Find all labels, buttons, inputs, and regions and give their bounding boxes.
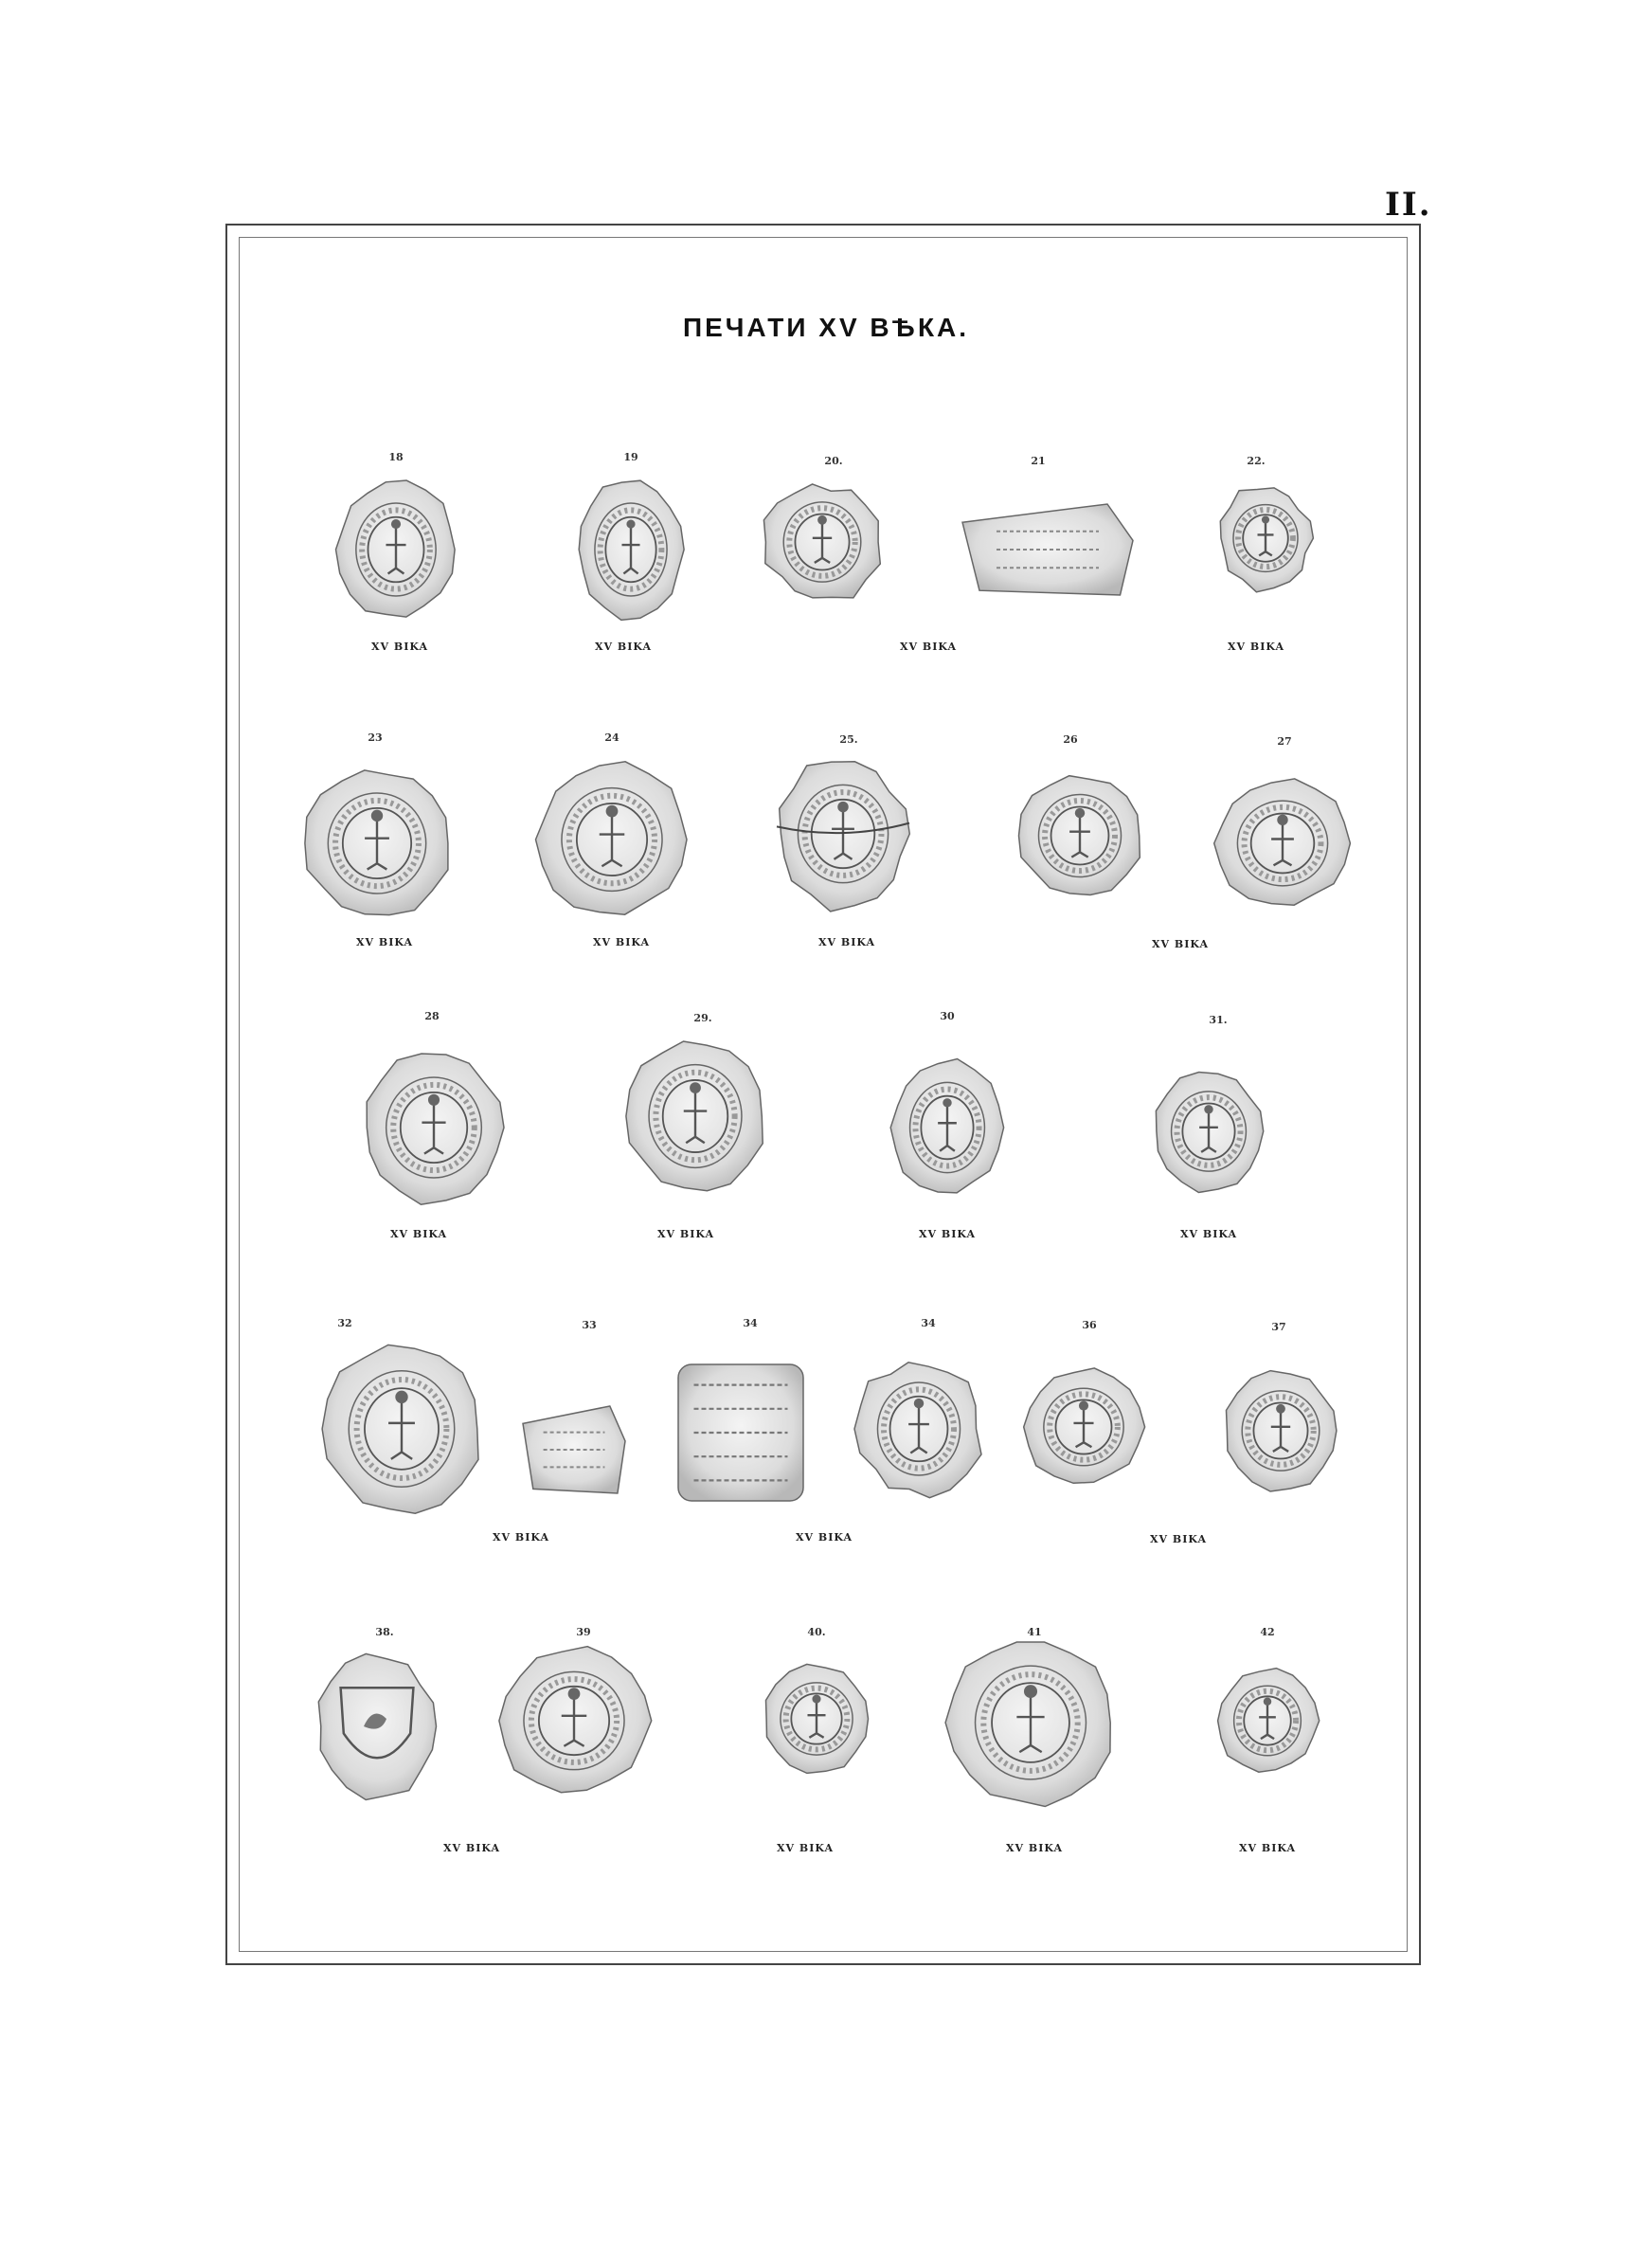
seal-number-21: 38. bbox=[375, 1626, 394, 1638]
seal-caption-12: XV BIKA bbox=[1180, 1228, 1237, 1240]
seal-3 bbox=[763, 484, 880, 598]
seal-1 bbox=[336, 480, 456, 617]
seal-22 bbox=[499, 1647, 652, 1793]
seal-number-5: 22. bbox=[1247, 455, 1266, 467]
seal-20 bbox=[1227, 1371, 1337, 1491]
seal-number-2: 19 bbox=[623, 451, 638, 463]
seal-6 bbox=[305, 770, 448, 915]
seal-number-19: 36 bbox=[1082, 1319, 1097, 1331]
seal-caption-5: XV BIKA bbox=[356, 936, 413, 948]
plate-number: II. bbox=[1385, 186, 1432, 224]
seal-5 bbox=[1220, 488, 1313, 592]
seal-23 bbox=[766, 1664, 869, 1773]
seal-caption-15: XV BIKA bbox=[1150, 1533, 1207, 1545]
seal-10 bbox=[1214, 779, 1351, 905]
seal-25 bbox=[1218, 1669, 1320, 1773]
seal-number-12: 29. bbox=[693, 1012, 712, 1024]
seal-number-8: 25. bbox=[839, 733, 858, 746]
seal-14 bbox=[1156, 1073, 1263, 1193]
seal-caption-8: XV BIKA bbox=[1152, 938, 1209, 950]
seal-number-18: 34 bbox=[921, 1317, 936, 1329]
seal-number-17: 34 bbox=[743, 1317, 758, 1329]
seal-number-6: 23 bbox=[368, 731, 383, 744]
seal-number-11: 28 bbox=[424, 1010, 440, 1022]
seal-4 bbox=[962, 504, 1133, 595]
seal-number-13: 30 bbox=[940, 1010, 955, 1022]
seal-7 bbox=[536, 762, 688, 914]
seal-number-7: 24 bbox=[604, 731, 620, 744]
seal-caption-14: XV BIKA bbox=[796, 1531, 853, 1544]
seal-caption-9: XV BIKA bbox=[390, 1228, 447, 1240]
page-title: ПЕЧАТИ XV ВѢКА. bbox=[682, 313, 970, 342]
seal-15 bbox=[322, 1345, 478, 1513]
seal-16 bbox=[523, 1406, 625, 1493]
seal-caption-18: XV BIKA bbox=[1006, 1842, 1063, 1854]
seal-13 bbox=[890, 1059, 1003, 1193]
seal-number-3: 20. bbox=[824, 455, 843, 467]
seal-number-24: 41 bbox=[1027, 1626, 1042, 1638]
seal-18 bbox=[854, 1363, 981, 1498]
seal-caption-17: XV BIKA bbox=[777, 1842, 834, 1854]
seal-caption-2: XV BIKA bbox=[595, 641, 652, 653]
seal-caption-6: XV BIKA bbox=[593, 936, 650, 948]
seal-number-4: 21 bbox=[1031, 455, 1046, 467]
seal-caption-10: XV BIKA bbox=[657, 1228, 714, 1240]
seal-caption-3: XV BIKA bbox=[900, 641, 957, 653]
seal-caption-16: XV BIKA bbox=[443, 1842, 500, 1854]
seal-number-14: 31. bbox=[1209, 1014, 1228, 1026]
seal-number-20: 37 bbox=[1271, 1321, 1286, 1333]
seal-9 bbox=[1019, 776, 1140, 895]
seal-caption-13: XV BIKA bbox=[493, 1531, 549, 1544]
seal-caption-19: XV BIKA bbox=[1239, 1842, 1296, 1854]
seal-caption-1: XV BIKA bbox=[371, 641, 428, 653]
seal-number-9: 26 bbox=[1063, 733, 1078, 746]
seal-2 bbox=[579, 480, 684, 620]
seal-21 bbox=[318, 1653, 436, 1799]
seal-caption-4: XV BIKA bbox=[1228, 641, 1284, 653]
seal-11 bbox=[367, 1054, 504, 1204]
seal-number-1: 18 bbox=[388, 451, 404, 463]
seal-17 bbox=[678, 1364, 803, 1501]
seal-caption-7: XV BIKA bbox=[818, 936, 875, 948]
seal-number-23: 40. bbox=[807, 1626, 826, 1638]
seal-12 bbox=[626, 1041, 763, 1191]
seal-number-16: 33 bbox=[582, 1319, 597, 1331]
seal-number-25: 42 bbox=[1260, 1626, 1275, 1638]
seal-8 bbox=[777, 762, 909, 912]
seal-number-22: 39 bbox=[576, 1626, 591, 1638]
seal-19 bbox=[1024, 1368, 1145, 1483]
seal-caption-11: XV BIKA bbox=[919, 1228, 976, 1240]
seal-24 bbox=[945, 1642, 1110, 1807]
seal-number-10: 27 bbox=[1277, 735, 1292, 748]
seal-number-15: 32 bbox=[337, 1317, 352, 1329]
